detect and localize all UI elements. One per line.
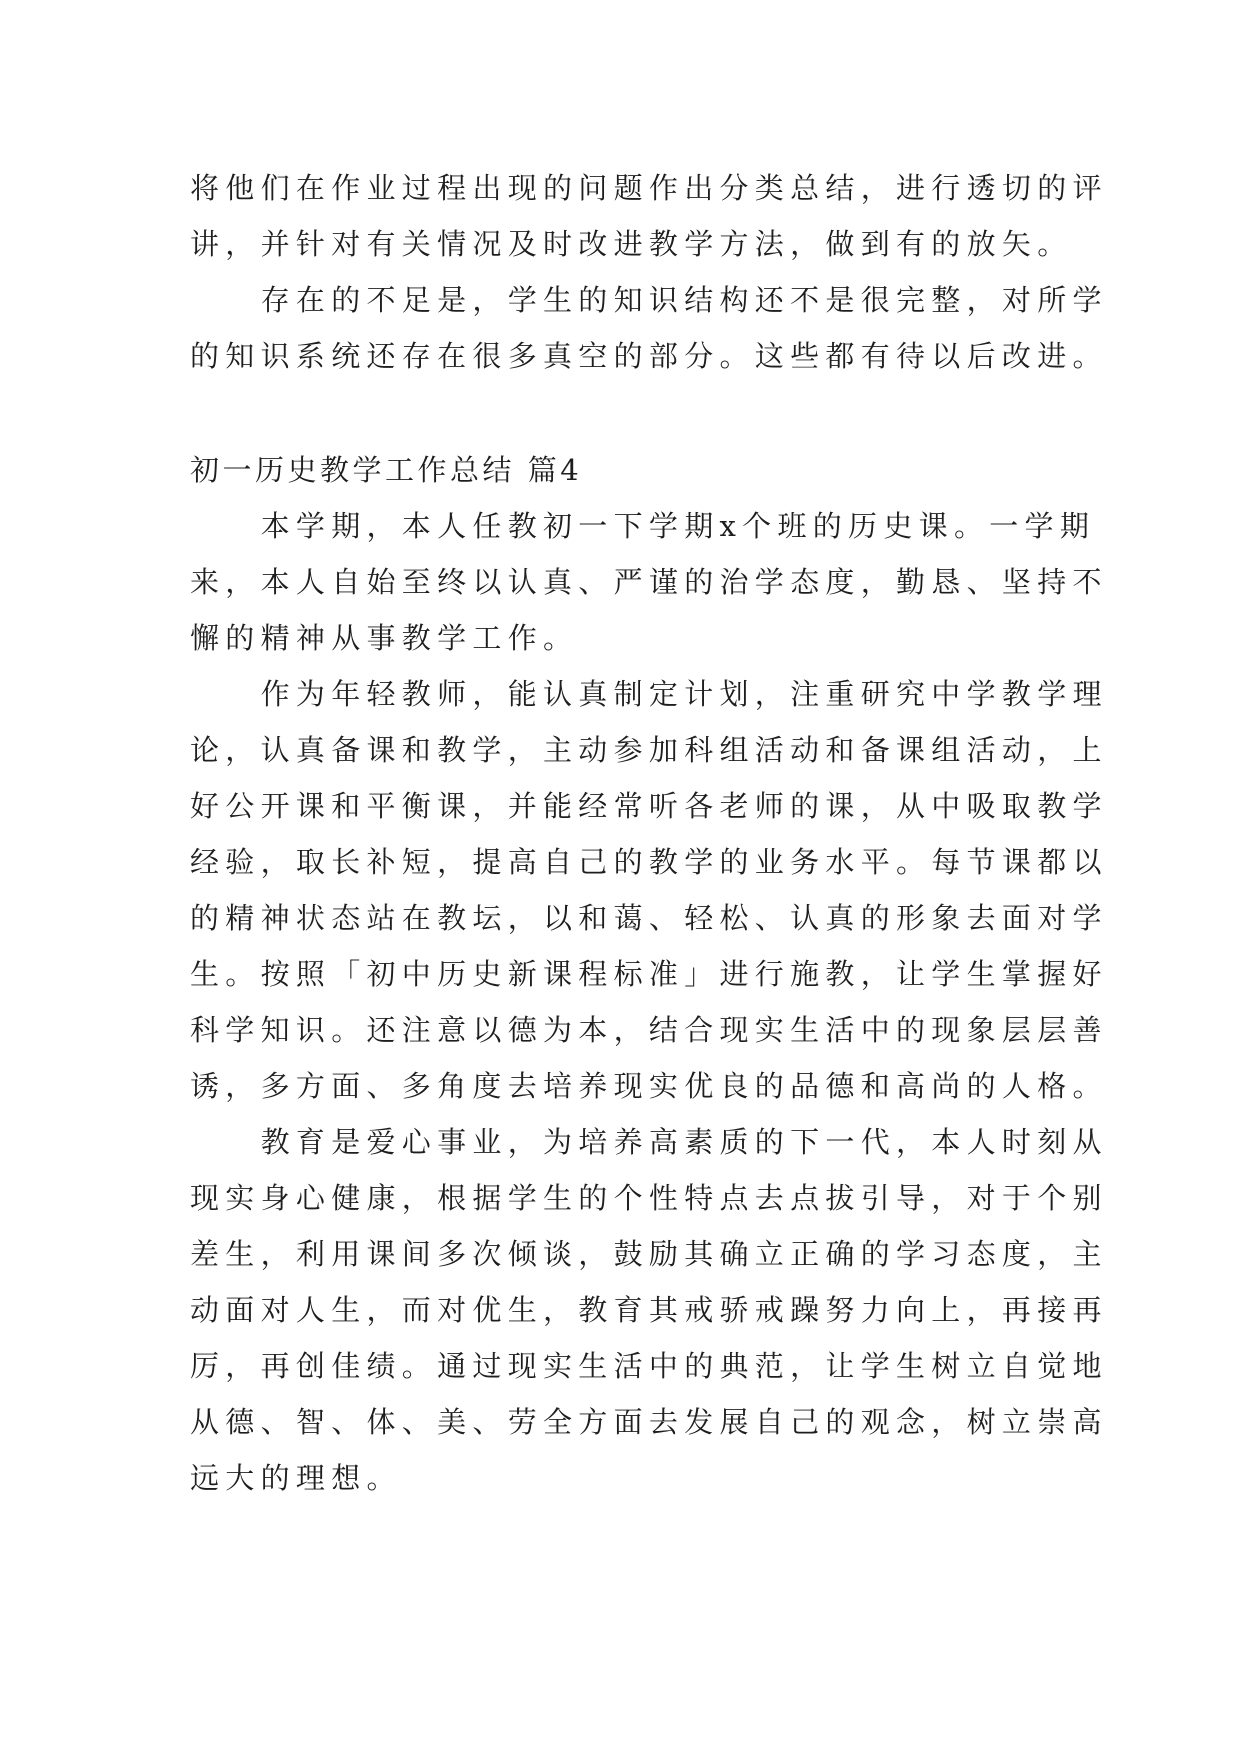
text-line: 生。按照「初中历史新课程标准」进行施教，让学生掌握好 <box>190 957 1108 991</box>
text-line: 好公开课和平衡课，并能经常听各老师的课，从中吸取教学 <box>190 789 1108 823</box>
text-line: 教育是爱心事业，为培养高素质的下一代，本人时刻从 <box>190 1125 1108 1159</box>
text-line: 作为年轻教师，能认真制定计划，注重研究中学教学理 <box>190 677 1108 711</box>
text-line: 从德、智、体、美、劳全方面去发展自己的观念，树立崇高 <box>190 1405 1108 1439</box>
text-line: 现实身心健康，根据学生的个性特点去点拔引导，对于个别 <box>190 1181 1108 1215</box>
paragraph-continuation <box>190 160 1108 272</box>
text-line: 将他们在作业过程出现的问题作出分类总结，进行透切的评 <box>190 171 1108 205</box>
text-line: 经验，取长补短，提高自己的教学的业务水平。每节课都以 <box>190 845 1108 879</box>
text-line: 论，认真备课和教学，主动参加科组活动和备课组活动，上 <box>190 733 1108 767</box>
paragraph-intro <box>190 498 1108 666</box>
text-line: 本学期，本人任教初一下学期x个班的历史课。一学期 <box>190 509 1096 543</box>
text-line: 差生，利用课间多次倾谈，鼓励其确立正确的学习态度，主 <box>190 1237 1108 1271</box>
section-gap <box>190 384 1070 442</box>
paragraph-young-teacher <box>190 666 1108 1114</box>
text-line: 的知识系统还存在很多真空的部分。这些都有待以后改进。 <box>190 339 1108 373</box>
text-line: 的精神状态站在教坛，以和蔼、轻松、认真的形象去面对学 <box>190 901 1108 935</box>
text-line: 动面对人生，而对优生，教育其戒骄戒躁努力向上，再接再 <box>190 1293 1108 1327</box>
document-body <box>190 160 1108 1506</box>
paragraph-education <box>190 1114 1108 1506</box>
text-line: 厉，再创佳绩。通过现实生活中的典范，让学生树立自觉地 <box>190 1349 1108 1383</box>
text-line: 懈的精神从事教学工作。 <box>190 621 579 655</box>
text-line: 来，本人自始至终以认真、严谨的治学态度，勤恳、坚持不 <box>190 565 1108 599</box>
text-line: 存在的不足是，学生的知识结构还不是很完整，对所学 <box>190 283 1108 317</box>
text-line: 远大的理想。 <box>190 1461 402 1495</box>
text-line: 科学知识。还注意以德为本，结合现实生活中的现象层层善 <box>190 1013 1108 1047</box>
text-line: 诱，多方面、多角度去培养现实优良的品德和高尚的人格。 <box>190 1069 1108 1103</box>
text-line: 讲，并针对有关情况及时改进教学方法，做到有的放矢。 <box>190 227 1073 261</box>
paragraph-shortcomings <box>190 272 1108 384</box>
section-heading: 初一历史教学工作总结 篇4 <box>190 453 583 487</box>
